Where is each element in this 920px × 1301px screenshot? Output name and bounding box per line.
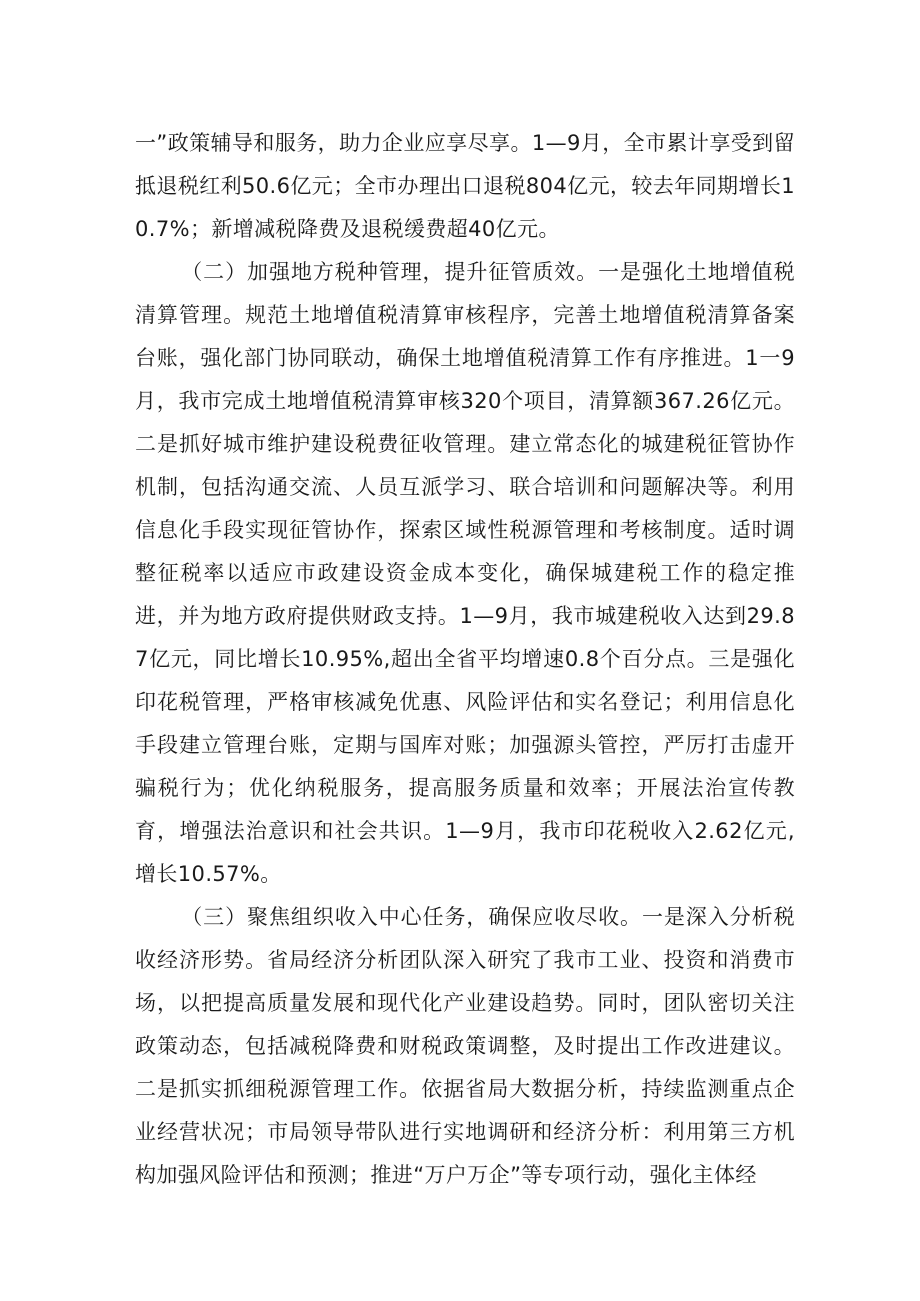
paragraph-revenue-collection: （三）聚焦组织收入中心任务，确保应收尽收。一是深入分析税收经济形势。省局经济分析团队深入研究了我市工业、投资和消费市场，以把提高质量发展和现代化产业建设趋势。同时，团队密切关注政策动态，包括减税降费和财税政策调整，及时提出工作改进建议。二是抓实抓细税源管理工作。依据省局大数据分析，持续监测重点企业经营状况；市局领导带队进行实地调研和经济分析：利用第三方机构加强风险评估和预测；推进“万户万企”等专项行动，强化主体经: [135, 905, 795, 1187]
paragraph-tax-refund-summary: 一”政策辅导和服务，助力企业应享尽享。1—9月，全市累计享受到留抵退税红利50.6亿元；全市办理出口退税804亿元，较去年同期增长10.7%；新增减税降费及退税缓费超40亿元。: [135, 131, 795, 241]
paragraph-local-tax-management: （二）加强地方税种管理，提升征管质效。一是强化土地增值税清算管理。规范土地增值税清算审核程序，完善土地增值税清算备案台账，强化部门协同联动，确保土地增值税清算工作有序推进。1一9月，我市完成土地增值税清算审核320个项目，清算额367.26亿元。二是抓好城市维护建设税费征收管理。建立常态化的城建税征管协作机制，包括沟通交流、人员互派学习、联合培训和问题解决等。利用信息化手段实现征管协作，探索区域性税源管理和考核制度。适时调整征税率以适应市政建设资金成本变化，确保城建税工作的稳定推进，并为地方政府提供财政支持。1—9月，我市城建税收入达到29.87亿元，同比增长10.95%,超出全省平均增速0.8个百分点。三是强化印花税管理，严格审核减免优惠、风险评估和实名登记；利用信息化手段建立管理台账，定期与国库对账；加强源头管控，严厉打击虚开骗税行为；优化纳税服务，提高服务质量和效率；开展法治宣传教育，增强法治意识和社会共识。1—9月，我市印花税收入2.62亿元,增长10.57%。: [135, 260, 795, 886]
document-body: [135, 122, 795, 1197]
